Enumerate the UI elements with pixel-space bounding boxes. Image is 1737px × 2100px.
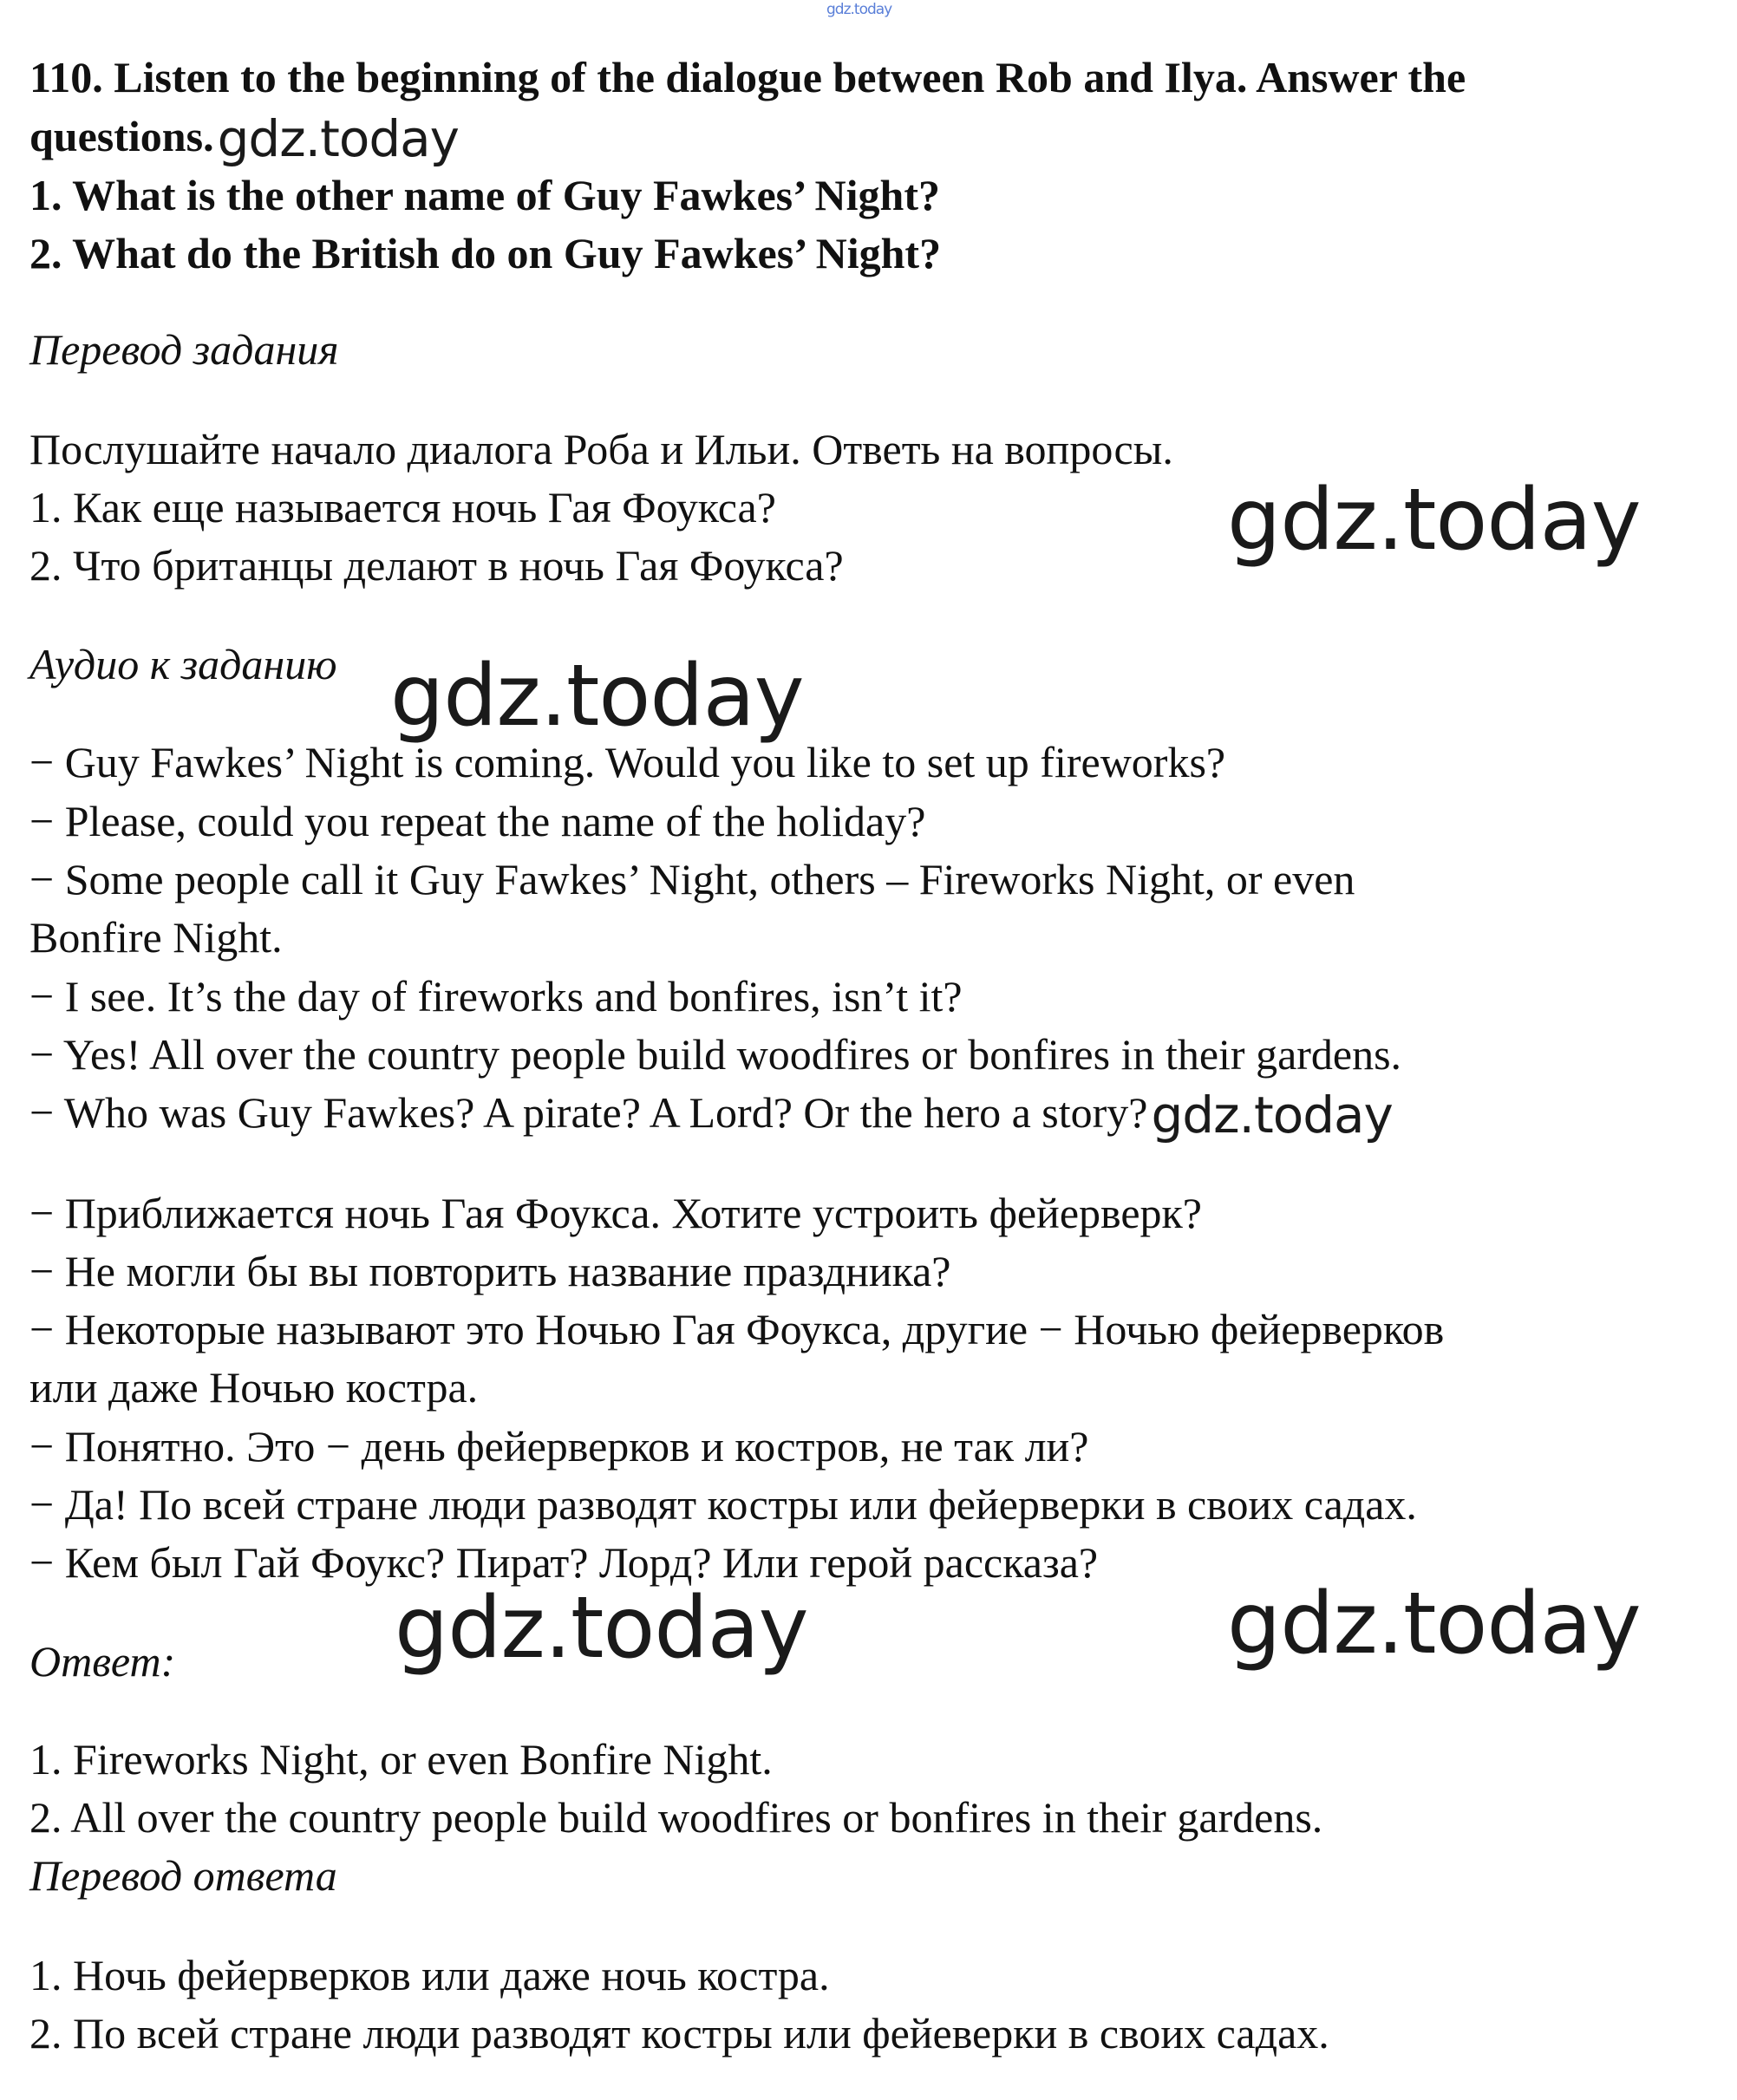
- audio-line-last: [29, 1084, 1393, 1145]
- answer-translation-line: 2. По всей стране люди разводят костры или фейеверки в своих садах.: [29, 2009, 1329, 2058]
- task-translation-heading: Перевод задания: [29, 325, 339, 374]
- task-translation-line: 2. Что британцы делают в ночь Гая Фоукса?: [29, 541, 844, 590]
- task-title-line2: [29, 108, 460, 168]
- answer-line: 1. Fireworks Night, or even Bonfire Night.: [29, 1735, 773, 1784]
- answer-heading: Ответ:: [29, 1637, 176, 1686]
- task-translation-line: Послушайте начало диалога Роба и Ильи. Ответь на вопросы.: [29, 425, 1173, 473]
- audio-line: − I see. It’s the day of fireworks and bonfires, isn’t it?: [29, 972, 963, 1021]
- audio-translation-line: − Да! По всей стране люди разводят костры или фейерверки в своих садах.: [29, 1480, 1417, 1529]
- audio-translation-line: − Понятно. Это − день фейерверков и костров, не так ли?: [29, 1422, 1089, 1471]
- watermark-top: gdz.today: [826, 1, 892, 18]
- watermark-inline-1: gdz.today: [217, 109, 460, 168]
- answer-line: 2. All over the country people build woodfires or bonfires in their gardens.: [29, 1793, 1323, 1842]
- answer-translation-line: 1. Ночь фейерверков или даже ночь костра.: [29, 1951, 830, 1999]
- audio-line: − Some people call it Guy Fawkes’ Night, others – Fireworks Night, or even: [29, 855, 1355, 903]
- audio-translation-line: или даже Ночью костра.: [29, 1363, 479, 1412]
- audio-line: Bonfire Night.: [29, 913, 283, 962]
- answer-translation-heading: Перевод ответа: [29, 1851, 337, 1900]
- audio-heading: Аудио к заданию: [29, 640, 337, 688]
- task-title-questions: questions.: [29, 112, 214, 160]
- task-translation-line: 1. Как еще называется ночь Гая Фоукса?: [29, 483, 776, 532]
- audio-translation-line: − Приближается ночь Гая Фоукса. Хотите устроить фейерверк?: [29, 1189, 1203, 1237]
- audio-line: − Yes! All over the country people build woodfires or bonfires in their gardens.: [29, 1030, 1402, 1079]
- audio-translation-line: − Не могли бы вы повторить название праздника?: [29, 1247, 951, 1295]
- audio-line: − Please, could you repeat the name of the holiday?: [29, 797, 926, 845]
- watermark-2: gdz.today: [1227, 471, 1641, 570]
- audio-line: − Guy Fawkes’ Night is coming. Would you like to set up fireworks?: [29, 738, 1226, 786]
- watermark-6: gdz.today: [1227, 1575, 1641, 1673]
- watermark-3: gdz.today: [390, 647, 804, 746]
- watermark-inline-4: gdz.today: [1151, 1086, 1393, 1145]
- question-2: 2. What do the British do on Guy Fawkes’ Night?: [29, 229, 942, 277]
- audio-translation-line: − Кем был Гай Фоукс? Пират? Лорд? Или герой рассказа?: [29, 1538, 1099, 1587]
- audio-line: − Who was Guy Fawkes? A pirate? A Lord? Or the hero a story?: [29, 1088, 1148, 1137]
- question-1: 1. What is the other name of Guy Fawkes’ Night?: [29, 171, 940, 219]
- watermark-5: gdz.today: [395, 1579, 808, 1678]
- task-title-line1: 110. Listen to the beginning of the dialogue between Rob and Ilya. Answer the: [29, 53, 1466, 101]
- audio-translation-line: − Некоторые называют это Ночью Гая Фоукса, другие − Ночью фейерверков: [29, 1305, 1445, 1353]
